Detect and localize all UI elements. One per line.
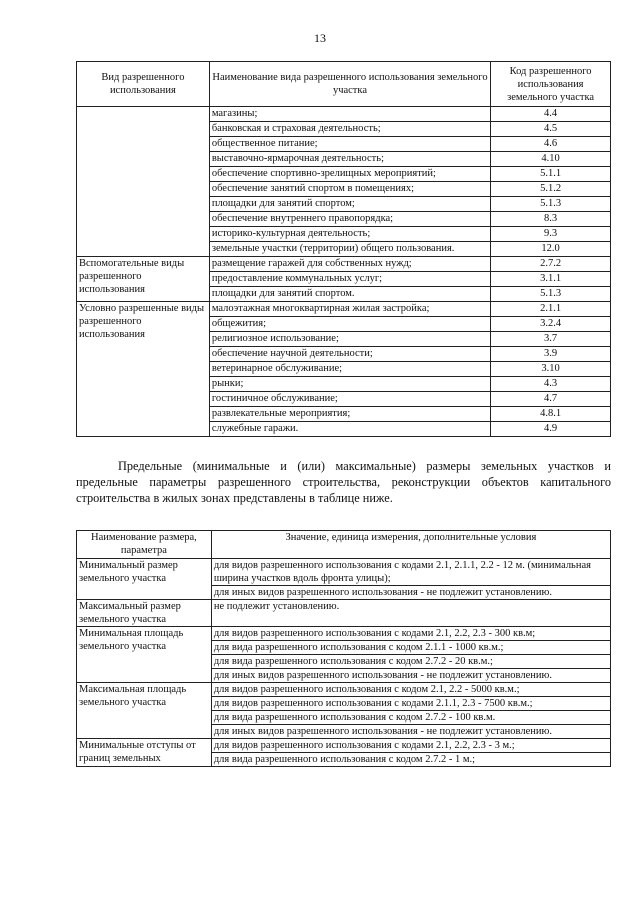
use-name-cell: магазины; [209,107,490,122]
use-name-cell: малоэтажная многоквартирная жилая застройка; [209,302,490,317]
use-name-cell: религиозное использование; [209,332,490,347]
header-use-type: Вид разрешенного использования [77,62,210,107]
use-name-cell: историко-культурная деятельность; [209,227,490,242]
use-name-cell: предоставление коммунальных услуг; [209,272,490,287]
parameters-body [77,559,611,767]
parameter-value-cell: для вида разрешенного использования с кодом 2.7.2 - 20 кв.м.; [211,655,610,669]
parameter-label-cell: Минимальная площадь земельного участка [77,627,212,683]
use-code-cell: 12.0 [491,242,611,257]
permitted-use-table [76,61,611,437]
table-row [77,107,611,122]
use-code-cell: 2.1.1 [491,302,611,317]
table-header-row [77,62,611,107]
conditional-uses-group [77,302,611,437]
use-code-cell: 4.5 [491,122,611,137]
use-code-cell: 4.10 [491,152,611,167]
table-row [77,739,611,753]
use-code-cell: 3.10 [491,362,611,377]
use-name-cell: обеспечение внутреннего правопорядка; [209,212,490,227]
use-code-cell: 3.7 [491,332,611,347]
auxiliary-uses-group [77,257,611,302]
table-row [77,600,611,627]
header-parameter: Наименование размера, параметра [77,531,212,559]
page-number: 13 [314,31,326,45]
use-name-cell: ветеринарное обслуживание; [209,362,490,377]
use-type-cell [77,107,210,257]
table-row [77,257,611,272]
parameter-value-cell: для видов разрешенного использования с кодом 2.1, 2.2 - 5000 кв.м.; [211,683,610,697]
use-name-cell: площадки для занятий спортом; [209,197,490,212]
parameter-value-cell: для иных видов разрешенного использования - не подлежит установлению. [211,669,610,683]
parameter-label-cell: Максимальный размер земельного участка [77,600,212,627]
use-name-cell: размещение гаражей для собственных нужд; [209,257,490,272]
use-code-cell: 5.1.3 [491,197,611,212]
use-code-cell: 3.2.4 [491,317,611,332]
parameter-label-cell: Минимальный размер земельного участка [77,559,212,600]
use-code-cell: 2.7.2 [491,257,611,272]
use-code-cell: 3.1.1 [491,272,611,287]
use-name-cell: обеспечение спортивно-зрелищных мероприятий; [209,167,490,182]
parameter-value-cell: для видов разрешенного использования с кодами 2.1.1, 2.3 - 7500 кв.м.; [211,697,610,711]
use-code-cell: 5.1.3 [491,287,611,302]
use-code-cell: 4.8.1 [491,407,611,422]
use-code-cell: 4.4 [491,107,611,122]
use-code-cell: 4.6 [491,137,611,152]
use-code-cell: 4.3 [491,377,611,392]
use-code-cell: 3.9 [491,347,611,362]
use-code-cell: 4.7 [491,392,611,407]
use-name-cell: обеспечение занятий спортом в помещениях; [209,182,490,197]
parameter-label-cell: Минимальные отступы от границ земельных [77,739,212,767]
table-row [77,627,611,641]
parameter-value-cell: для иных видов разрешенного использования - не подлежит установлению. [211,586,610,600]
table-row [77,559,611,586]
parameter-value-cell: для видов разрешенного использования с кодами 2.1, 2.1.1, 2.2 - 12 м. (минимальная ширина участков вдоль фронта улицы); [211,559,610,586]
parameter-label-cell: Максимальная площадь земельного участка [77,683,212,739]
use-code-cell: 8.3 [491,212,611,227]
use-name-cell: общественное питание; [209,137,490,152]
use-code-cell: 9.3 [491,227,611,242]
use-name-cell: банковская и страховая деятельность; [209,122,490,137]
body-paragraph: Предельные (минимальные и (или) максимальные) размеры земельных участков и предельные параметры разрешенного строительства, реконструкции объектов капитального строительства в жилых зонах представлены в таблице ниже. [76,459,611,505]
parameters-table [76,530,611,767]
table-header-row [77,531,611,559]
table-row [77,683,611,697]
parameter-value-cell: для иных видов разрешенного использования - не подлежит установлению. [211,725,610,739]
parameter-value-cell: для вида разрешенного использования с кодом 2.7.2 - 1 м.; [211,753,610,767]
use-name-cell: выставочно-ярмарочная деятельность; [209,152,490,167]
use-name-cell: развлекательные мероприятия; [209,407,490,422]
parameter-value-cell: для видов разрешенного использования с кодами 2.1, 2.2, 2.3 - 3 м.; [211,739,610,753]
use-code-cell: 4.9 [491,422,611,437]
parameter-value-cell: не подлежит установлению. [211,600,610,627]
table-row [77,302,611,317]
use-name-cell: рынки; [209,377,490,392]
header-value: Значение, единица измерения, дополнительные условия [211,531,610,559]
use-name-cell: площадки для занятий спортом. [209,287,490,302]
use-type-cell: Вспомогательные виды разрешенного использования [77,257,210,302]
use-name-cell: служебные гаражи. [209,422,490,437]
use-type-cell: Условно разрешенные виды разрешенного использования [77,302,210,437]
header-use-name: Наименование вида разрешенного использования земельного участка [209,62,490,107]
parameter-value-cell: для вида разрешенного использования с кодом 2.7.2 - 100 кв.м. [211,711,610,725]
use-code-cell: 5.1.1 [491,167,611,182]
use-name-cell: общежития; [209,317,490,332]
parameter-value-cell: для вида разрешенного использования с кодом 2.1.1 - 1000 кв.м.; [211,641,610,655]
use-code-cell: 5.1.2 [491,182,611,197]
use-name-cell: земельные участки (территории) общего пользования. [209,242,490,257]
header-use-code: Код разрешенного использования земельного участка [491,62,611,107]
use-name-cell: гостиничное обслуживание; [209,392,490,407]
main-uses-group [77,107,611,257]
parameter-value-cell: для видов разрешенного использования с кодами 2.1, 2.2, 2.3 - 300 кв.м; [211,627,610,641]
use-name-cell: обеспечение научной деятельности; [209,347,490,362]
